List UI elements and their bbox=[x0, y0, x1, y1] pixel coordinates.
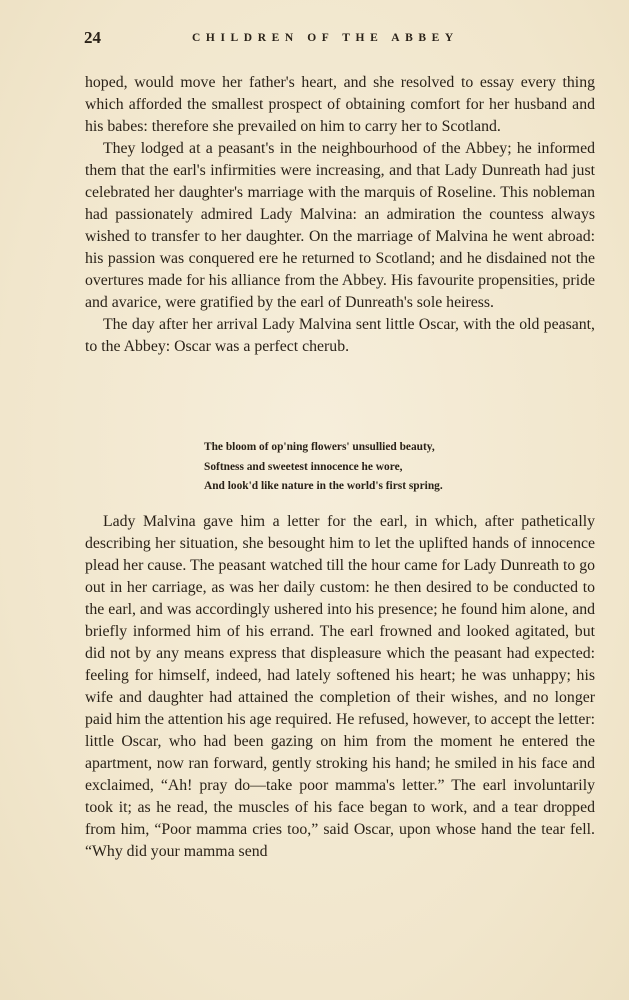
page-header bbox=[84, 28, 594, 50]
text-block-before-verse bbox=[85, 72, 595, 358]
paragraph: hoped, would move her father's heart, and she resolved to essay every thing which afforded the smallest prospect of obtaining comfort for her husband and his babes: therefore she prevailed on him to carry her to Scotland. bbox=[85, 74, 595, 135]
page-number: 24 bbox=[84, 28, 101, 47]
paragraph: The day after her arrival Lady Malvina sent little Oscar, with the old peasant, to the Abbey: Oscar was a perfect cherub. bbox=[85, 316, 595, 355]
text-block-after-verse bbox=[85, 511, 595, 863]
paragraph: They lodged at a peasant's in the neighbourhood of the Abbey; he informed them that the earl's infirmities were increasing, and that Lady Dunreath had just celebrated her daughter's marriage with the marquis of Roseline. This nobleman had passionately admired Lady Malvina: an admiration the countess always wished to transfer to her daughter. On the marriage of Malvina he went abroad: his passion was conquered ere he returned to Scotland; and he disdained not the overtures made for his alliance from the Abbey. His favourite propensities, pride and avarice, were gratified by the earl of Dunreath's sole heiress. bbox=[85, 140, 595, 311]
verse-line: And look'd like nature in the world's first spring. bbox=[204, 480, 443, 492]
verse-quotation bbox=[204, 438, 534, 497]
verse-line: Softness and sweetest innocence he wore, bbox=[204, 460, 403, 473]
paragraph: Lady Malvina gave him a letter for the earl, in which, after pathetically describing her situation, she besought him to let the uplifted hands of innocence plead her cause. The peasant watched till the hour came for Lady Dunreath to go out in her carriage, as was her daily custom: he then desired to be conducted to the earl, and was accordingly ushered into his presence; he found him alone, and briefly informed him of his errand. The earl frowned and looked agitated, but did not by any means express that displeasure which the peasant had expected: feeling for himself, indeed, had lately softened his heart; he was unhappy; his wife and daughter had attained the completion of their wishes, and no longer paid him the attention his age required. He refused, however, to accept the letter: little Oscar, who had been gazing on him from the moment he entered the apartment, now ran forward, gently stroking his hand; he smiled in his face and exclaimed, “Ah! pray do—take poor mamma's letter.” The earl involuntarily took it; as he read, the muscles of his face began to work, and a tear dropped from him, “Poor mamma cries too,” said Oscar, upon whose hand the tear fell. “Why did your mamma send bbox=[85, 513, 595, 860]
running-title: CHILDREN OF THE ABBEY bbox=[192, 32, 459, 44]
verse-line: The bloom of op'ning flowers' unsullied beauty, bbox=[204, 441, 435, 453]
